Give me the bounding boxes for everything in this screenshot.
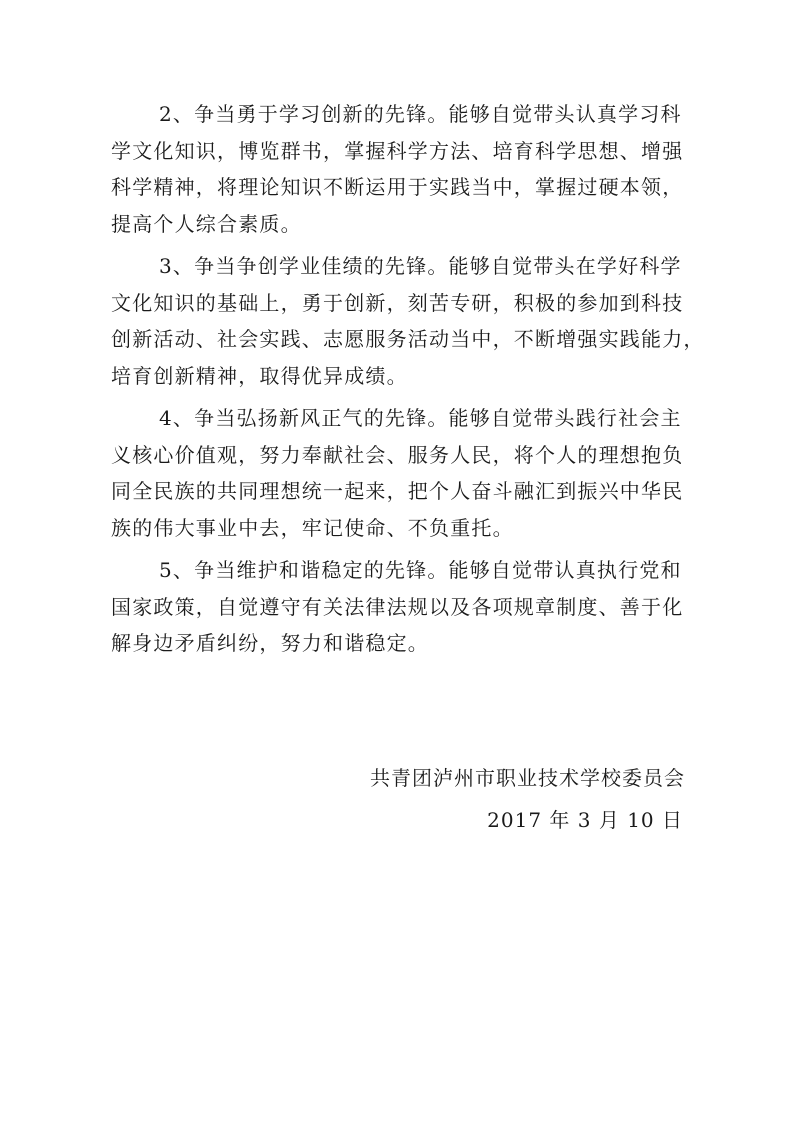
paragraph-line: 解身边矛盾纠纷，努力和谐稳定。 (111, 631, 429, 655)
paragraph-line: 学文化知识，博览群书，掌握科学方法、培育科学思想、增强 (111, 138, 684, 163)
paragraph-line: 义核心价值观，努力奉献社会、服务人民，将个人的理想抱负 (111, 442, 684, 467)
paragraph-line: 族的伟大事业中去，牢记使命、不负重托。 (111, 515, 514, 540)
paragraph-line: 4、争当弘扬新风正气的先锋。能够自觉带头践行社会主 (159, 406, 682, 430)
paragraph-2 (111, 96, 695, 242)
paragraph-line: 5、争当维护和谐稳定的先锋。能够自觉带认真执行党和 (159, 558, 682, 582)
paragraph-3 (111, 248, 705, 394)
paragraph-line: 国家政策，自觉遵守有关法律法规以及各项规章制度、善于化 (111, 594, 684, 619)
paragraph-line: 科学精神，将理论知识不断运用于实践当中，掌握过硬本领， (111, 175, 684, 199)
paragraph-line: 同全民族的共同理想统一起来，把个人奋斗融汇到振兴中华民 (111, 479, 684, 503)
signature-block (370, 760, 685, 838)
paragraph-line: 培育创新精神，取得优异成绩。 (111, 363, 408, 388)
paragraph-line: 文化知识的基础上，勇于创新，刻苦专研，积极的参加到科技 (111, 290, 684, 315)
signature-organization: 共青团泸州市职业技术学校委员会 (370, 766, 685, 790)
paragraph-line: 创新活动、社会实践、志愿服务活动当中，不断增强实践能力， (111, 327, 705, 351)
paragraph-line: 提高个人综合素质。 (111, 211, 302, 236)
paragraph-line: 2、争当勇于学习创新的先锋。能够自觉带头认真学习科 (159, 102, 682, 126)
paragraph-4 (111, 400, 695, 546)
paragraph-line: 3、争当争创学业佳绩的先锋。能够自觉带头在学好科学 (159, 254, 682, 278)
paragraph-5 (111, 552, 695, 662)
document-body (111, 96, 705, 668)
signature-date: 2017 年 3 月 10 日 (487, 808, 683, 832)
